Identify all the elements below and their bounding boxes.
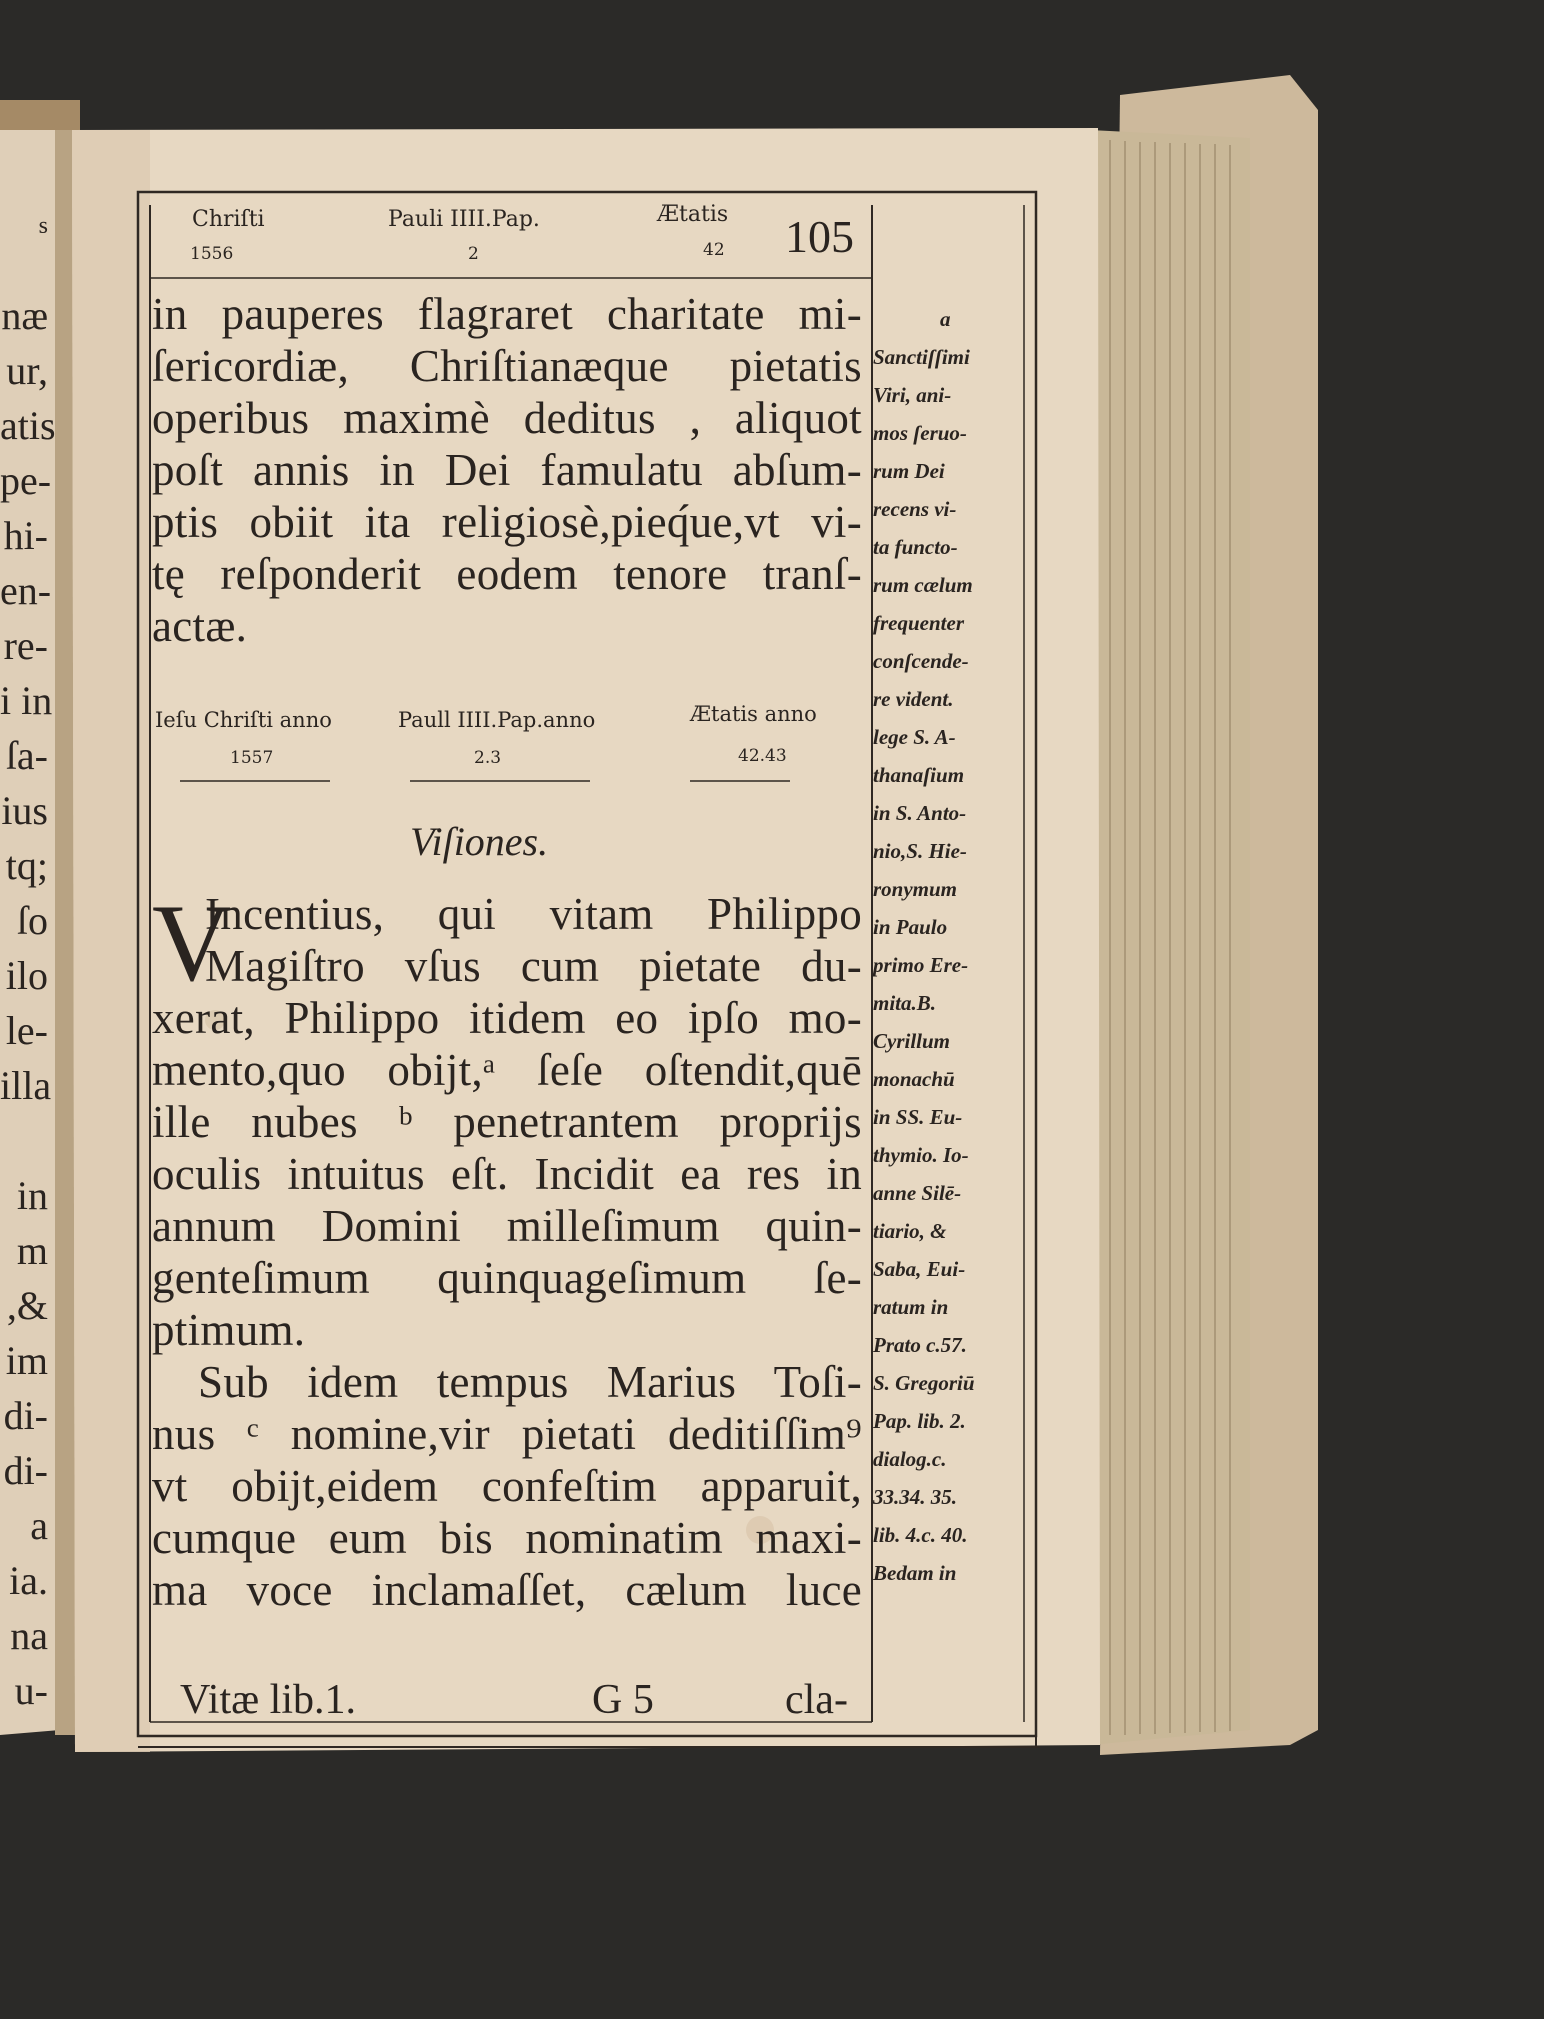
chronology-year: 1557: [230, 748, 274, 768]
margin-note-line: rum cælum: [873, 573, 973, 597]
margin-note-line: Prato c.57.: [873, 1333, 967, 1357]
footer-signature-left: Vitæ lib.1.: [180, 1677, 356, 1723]
footer-catchword: cla-: [785, 1677, 848, 1723]
margin-note-line: in S. Anto-: [873, 801, 967, 825]
margin-note-line: thanaſium: [873, 763, 965, 787]
margin-note-line: tiario, &: [873, 1219, 947, 1243]
margin-note-line: primo Ere-: [873, 953, 969, 977]
margin-note-line: Viri, ani-: [873, 383, 952, 407]
running-head-age: 42: [703, 240, 725, 260]
margin-note-line: ta functo-: [873, 535, 958, 559]
text-line: xerat, Philippo itidem eo ipſo mo-: [152, 993, 862, 1043]
margin-note-line: nio,S. Hie-: [873, 839, 967, 863]
margin-note-line: 33.34. 35.: [873, 1485, 957, 1509]
facing-page-fragment: a: [30, 1503, 48, 1548]
facing-page-fragment: en-: [0, 568, 52, 613]
text-line: Sub idem tempus Marius Toſi-: [198, 1357, 862, 1407]
margin-note-line: recens vi-: [873, 497, 957, 521]
facing-page-fragment: tq;: [5, 843, 48, 888]
facing-page-fragment: ius: [1, 788, 48, 833]
margin-note-line: lege S. A-: [873, 725, 956, 749]
text-line: Incentius, qui vitam Philippo: [205, 889, 862, 939]
facing-page-fragment: illa: [0, 1063, 52, 1108]
chronology-label-age: Ætatis anno: [690, 702, 817, 726]
facing-page-fragment: ,&: [6, 1283, 48, 1328]
running-head-label-pope: Pauli IIII.Pap.: [388, 207, 540, 232]
facing-page-fragment: ur,: [6, 348, 48, 393]
facing-page-fragment: u-: [14, 1668, 48, 1713]
running-head-label-age: Ætatis: [657, 202, 729, 227]
text-line: ptis obiit ita religiosè,pieq́ue,vt vi-: [152, 497, 862, 547]
text-line: cumque eum bis nominatim maxi-: [152, 1513, 862, 1563]
margin-note-line: anne Silē-: [873, 1181, 962, 1205]
margin-note-line: re vident.: [873, 687, 954, 711]
text-line: operibus maximè deditus , aliquot: [152, 393, 862, 443]
text-line: actæ.: [152, 601, 248, 651]
margin-note-line: Bedam in: [873, 1561, 957, 1585]
facing-page-fragment: pe-: [0, 458, 52, 503]
text-line: ſericordiæ, Chriſtianæque pietatis: [152, 341, 862, 391]
margin-note-line: mos ſeruo-: [873, 421, 967, 445]
facing-page-fragment: ia.: [9, 1558, 48, 1603]
chronology-pope-years: 2.3: [474, 748, 502, 768]
chronology-label-pope: Paull IIII.Pap.anno: [398, 708, 596, 732]
margin-note-line: ronymum: [873, 877, 958, 901]
drop-cap: V: [152, 882, 232, 1004]
facing-page-fragment: m: [16, 1228, 48, 1273]
margin-note-line: in SS. Eu-: [873, 1105, 963, 1129]
text-line: ma voce inclamaſſet, cælum luce: [152, 1565, 862, 1615]
text-line: mento,quo obijt,ᵃ ſeſe oſtendit,quē: [152, 1045, 862, 1095]
margin-note-line: lib. 4.c. 40.: [873, 1523, 968, 1547]
chronology-ages: 42.43: [738, 746, 787, 766]
running-head-pope-year: 2: [468, 244, 479, 264]
margin-note-line: in Paulo: [873, 915, 948, 939]
facing-page-fragment: ſo: [16, 898, 48, 943]
margin-note-line: ratum in: [873, 1295, 949, 1319]
text-line: in pauperes flagraret charitate mi-: [152, 289, 862, 339]
text-line: oculis intuitus eſt. Incidit ea res in: [152, 1149, 862, 1199]
margin-note-line: Saba, Eui-: [873, 1257, 966, 1281]
text-line: Magiſtro vſus cum pietate du-: [205, 941, 862, 991]
footer-signature-mark: G 5: [592, 1677, 654, 1723]
margin-note-line: a: [940, 307, 951, 331]
section-heading: Viſiones.: [410, 819, 549, 864]
margin-note-line: Sanctiſſimi: [873, 345, 970, 369]
text-line: ille nubes ᵇ penetrantem proprijs: [152, 1097, 862, 1147]
facing-page-fragment: im: [5, 1338, 48, 1383]
text-line: vt obijt,eidem confeſtim apparuit,: [152, 1461, 862, 1511]
text-line: tę reſponderit eodem tenore tranſ-: [152, 549, 862, 599]
facing-page-fragment: ſa-: [5, 733, 48, 778]
margin-note-line: monachū: [873, 1067, 955, 1091]
margin-note-line: conſcende-: [873, 649, 969, 673]
facing-page-fragment: atis: [0, 403, 56, 448]
facing-page-fragment: næ: [1, 293, 48, 338]
margin-note-line: dialog.c.: [873, 1447, 947, 1471]
facing-page-fragment: di-: [3, 1448, 48, 1493]
margin-note-line: Pap. lib. 2.: [873, 1409, 966, 1433]
margin-note-line: Cyrillum: [873, 1029, 951, 1053]
margin-note-line: rum Dei: [873, 459, 945, 483]
facing-page-fragment: re-: [3, 623, 48, 668]
facing-page-fragment: in: [16, 1173, 48, 1218]
facing-page-fragment: di-: [3, 1393, 48, 1438]
facing-page-fragment: le-: [5, 1008, 48, 1053]
margin-note-line: mita.B.: [873, 991, 937, 1015]
facing-page-fragment: ilo: [5, 953, 48, 998]
facing-page-fragment: s: [38, 213, 48, 239]
facing-page-fragment: na: [10, 1613, 48, 1658]
text-line: annum Domini milleſimum quin-: [152, 1201, 862, 1251]
text-line: ptimum.: [152, 1305, 306, 1355]
margin-note-line: S. Gregoriū: [873, 1371, 975, 1395]
chronology-label-christi: Ieſu Chriſti anno: [155, 708, 332, 732]
page-number: 105: [785, 211, 854, 262]
text-line: genteſimum quinquageſimum ſe-: [152, 1253, 862, 1303]
running-head-label-christi: Chriſti: [192, 207, 265, 232]
facing-page-fragment: hi-: [3, 513, 48, 558]
text-line: poſt annis in Dei famulatu abſum-: [152, 445, 862, 495]
margin-note-line: frequenter: [873, 611, 964, 635]
margin-note-line: thymio. Io-: [873, 1143, 969, 1167]
text-line: nus ᶜ nomine,vir pietati deditiſſim⁹: [152, 1409, 862, 1459]
running-head-year: 1556: [190, 244, 234, 264]
facing-page-fragment: i in: [0, 678, 53, 723]
